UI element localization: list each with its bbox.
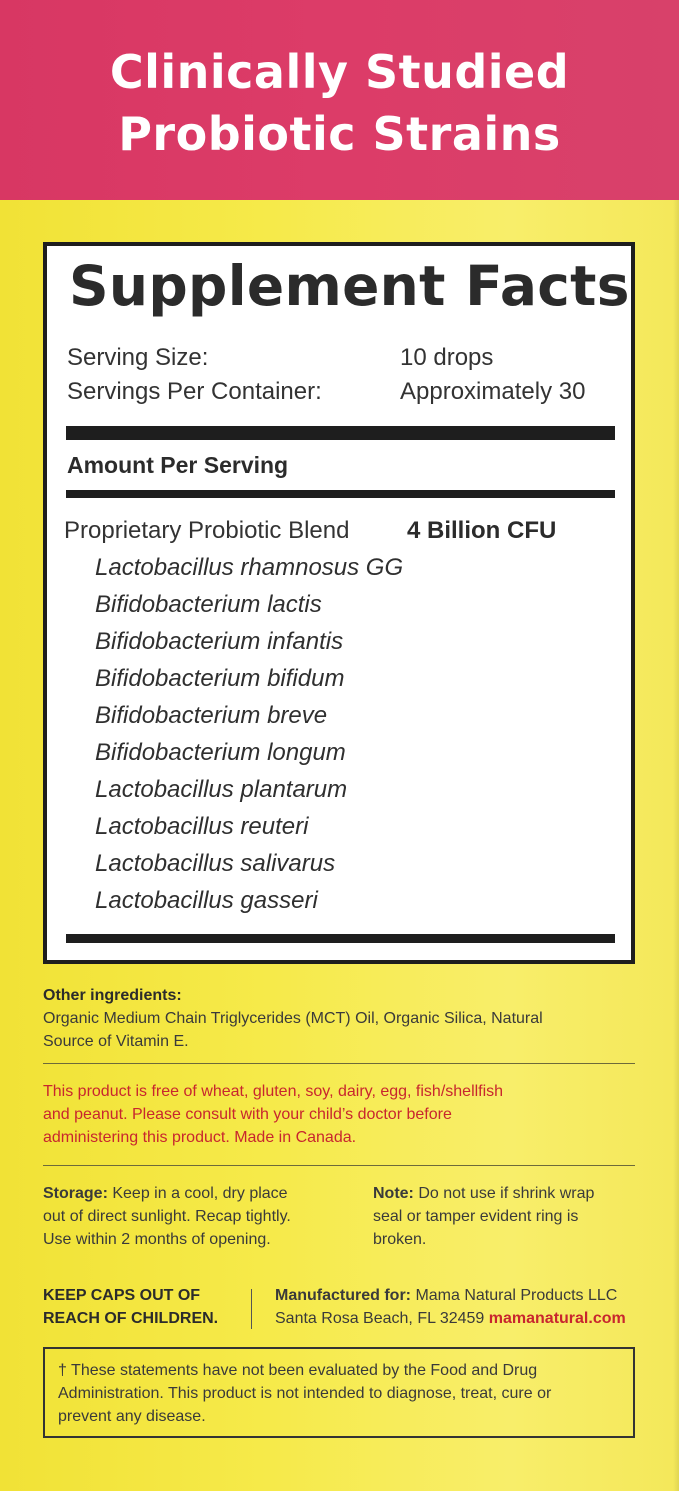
note-label: Note:	[373, 1185, 414, 1202]
note-section	[373, 1182, 663, 1251]
divider	[43, 1165, 635, 1166]
manufacturer-section	[275, 1284, 655, 1330]
strain-item: Lactobacillus gasseri	[95, 887, 318, 914]
other-ingredients-line: Source of Vitamin E.	[43, 1033, 189, 1050]
thick-rule-bottom	[66, 934, 615, 943]
strain-item: Lactobacillus plantarum	[95, 776, 348, 803]
note-line: Do not use if shrink wrap	[413, 1185, 595, 1202]
rule-middle	[66, 490, 615, 498]
servings-per-container-label: Servings Per Container:	[67, 378, 322, 405]
strain-item: Bifidobacterium longum	[95, 739, 346, 766]
strain-item: Lactobacillus rhamnosus GG	[95, 554, 404, 581]
other-ingredients-section	[43, 984, 643, 1053]
storage-label: Storage:	[43, 1185, 108, 1202]
note-line: broken.	[373, 1231, 427, 1248]
manufacturer-name: Mama Natural Products LLC	[411, 1287, 618, 1304]
strain-item: Lactobacillus reuteri	[95, 813, 309, 840]
fda-disclaimer-box	[43, 1347, 635, 1438]
allergen-statement	[43, 1080, 643, 1149]
child-warning-line: KEEP CAPS OUT OF	[43, 1287, 201, 1304]
child-warning	[43, 1284, 253, 1330]
manufacturer-address: Santa Rosa Beach, FL 32459	[275, 1310, 485, 1327]
divider	[43, 1063, 635, 1064]
other-ingredients-heading: Other ingredients:	[43, 987, 182, 1004]
serving-size-label: Serving Size:	[67, 344, 209, 371]
storage-line: Use within 2 months of opening.	[43, 1231, 271, 1248]
banner-line-1: Clinically Studied	[109, 45, 570, 99]
allergen-line: administering this product. Made in Canada.	[43, 1129, 357, 1146]
note-line: seal or tamper evident ring is	[373, 1208, 579, 1225]
banner-line-2: Probiotic Strains	[118, 107, 561, 161]
disclaimer-line: Administration. This product is not intended to diagnose, treat, cure or	[58, 1385, 552, 1402]
other-ingredients-line: Organic Medium Chain Triglycerides (MCT) Oil, Organic Silica, Natural	[43, 1010, 543, 1027]
thick-rule-top	[66, 426, 615, 440]
website-link[interactable]: mamanatural.com	[488, 1310, 626, 1327]
amount-per-serving-header: Amount Per Serving	[67, 452, 289, 478]
panel-edge-shadow	[673, 0, 679, 1491]
supplement-facts-box	[43, 242, 635, 964]
storage-line: Keep in a cool, dry place	[107, 1185, 288, 1202]
storage-line: out of direct sunlight. Recap tightly.	[43, 1208, 291, 1225]
strain-item: Bifidobacterium breve	[95, 702, 328, 729]
blend-value: 4 Billion CFU	[407, 517, 557, 544]
strain-item: Bifidobacterium lactis	[95, 591, 322, 618]
supplement-facts-title: Supplement Facts	[69, 254, 630, 318]
manufacturer-label: Manufactured for:	[275, 1287, 411, 1304]
child-warning-line: REACH OF CHILDREN.	[43, 1310, 219, 1327]
servings-per-container-value: Approximately 30	[400, 378, 586, 405]
serving-size-value: 10 drops	[400, 344, 494, 371]
strain-item: Bifidobacterium infantis	[95, 628, 344, 655]
vertical-separator	[251, 1289, 252, 1329]
allergen-line: This product is free of wheat, gluten, soy, dairy, egg, fish/shellfish	[43, 1083, 504, 1100]
fda-disclaimer-text	[58, 1359, 628, 1428]
strain-item: Bifidobacterium bifidum	[95, 665, 345, 692]
disclaimer-line: † These statements have not been evaluated by the Food and Drug	[58, 1362, 538, 1379]
blend-label: Proprietary Probiotic Blend	[64, 517, 350, 544]
storage-section	[43, 1182, 363, 1251]
disclaimer-line: prevent any disease.	[58, 1408, 206, 1425]
strain-item: Lactobacillus salivarus	[95, 850, 336, 877]
header-banner	[0, 0, 679, 200]
allergen-line: and peanut. Please consult with your child’s doctor before	[43, 1106, 452, 1123]
